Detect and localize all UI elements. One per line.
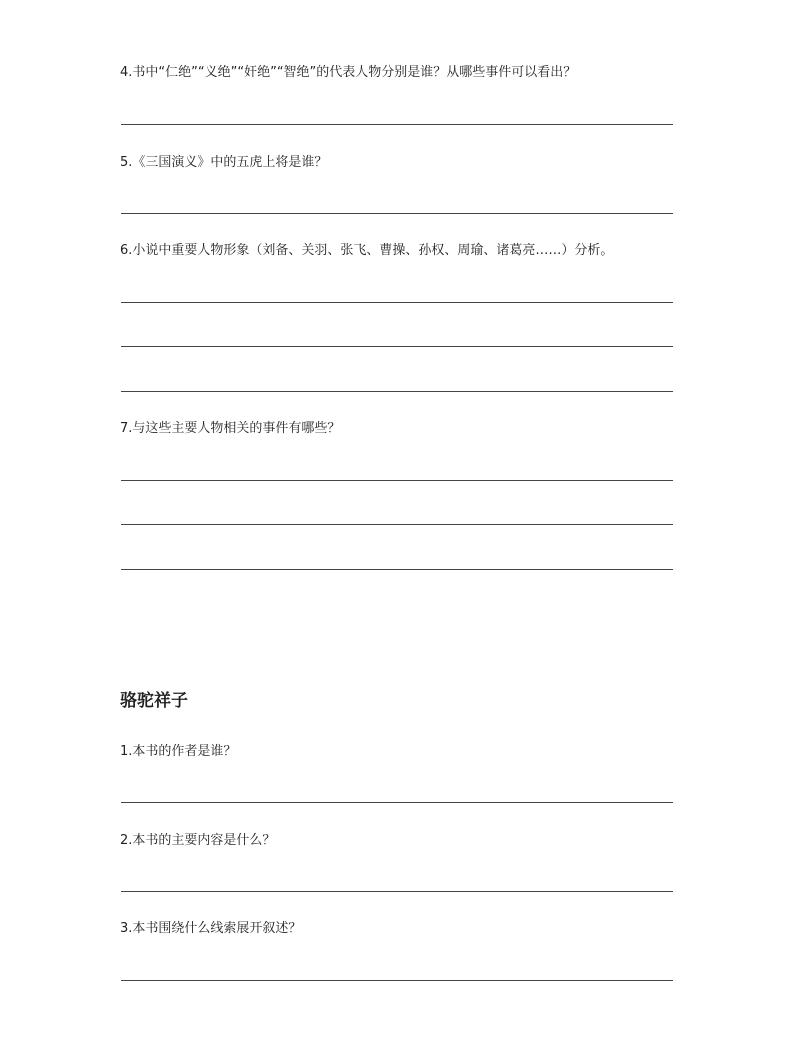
question-text: 本书的主要内容是什么？ xyxy=(132,833,276,848)
question-6 xyxy=(120,243,613,259)
question-text: 小说中重要人物形象（刘备、关羽、张飞、曹操、孙权、周瑜、诸葛亮……）分析。 xyxy=(132,243,614,258)
question-text: 本书的作者是谁？ xyxy=(132,744,237,759)
answer-line[interactable] xyxy=(121,980,673,981)
answer-line[interactable] xyxy=(121,891,673,892)
answer-line[interactable] xyxy=(121,569,673,570)
question-5 xyxy=(120,155,327,171)
question-1 xyxy=(120,744,236,760)
answer-line[interactable] xyxy=(121,124,673,125)
answer-line[interactable] xyxy=(121,346,673,347)
question-text: 书中“仁绝”“义绝”“奸绝”“智绝”的代表人物分别是谁？从哪些事件可以看出？ xyxy=(132,65,577,80)
question-number: 3. xyxy=(120,921,133,936)
question-7 xyxy=(120,421,340,437)
answer-line[interactable] xyxy=(121,524,673,525)
question-number: 5. xyxy=(120,155,133,170)
question-number: 1. xyxy=(120,744,133,759)
answer-line[interactable] xyxy=(121,213,673,214)
question-2 xyxy=(120,833,275,849)
question-number: 7. xyxy=(120,421,133,436)
section-title: 骆驼祥子 xyxy=(120,691,188,711)
question-text: 《三国演义》中的五虎上将是谁？ xyxy=(132,155,328,170)
question-3 xyxy=(120,921,301,937)
question-number: 2. xyxy=(120,833,133,848)
question-4 xyxy=(120,65,576,81)
answer-line[interactable] xyxy=(121,391,673,392)
answer-line[interactable] xyxy=(121,302,673,303)
question-text: 与这些主要人物相关的事件有哪些？ xyxy=(132,421,341,436)
answer-line[interactable] xyxy=(121,480,673,481)
question-text: 本书围绕什么线索展开叙述？ xyxy=(132,921,302,936)
question-number: 6. xyxy=(120,243,133,258)
answer-line[interactable] xyxy=(121,802,673,803)
question-number: 4. xyxy=(120,65,133,80)
